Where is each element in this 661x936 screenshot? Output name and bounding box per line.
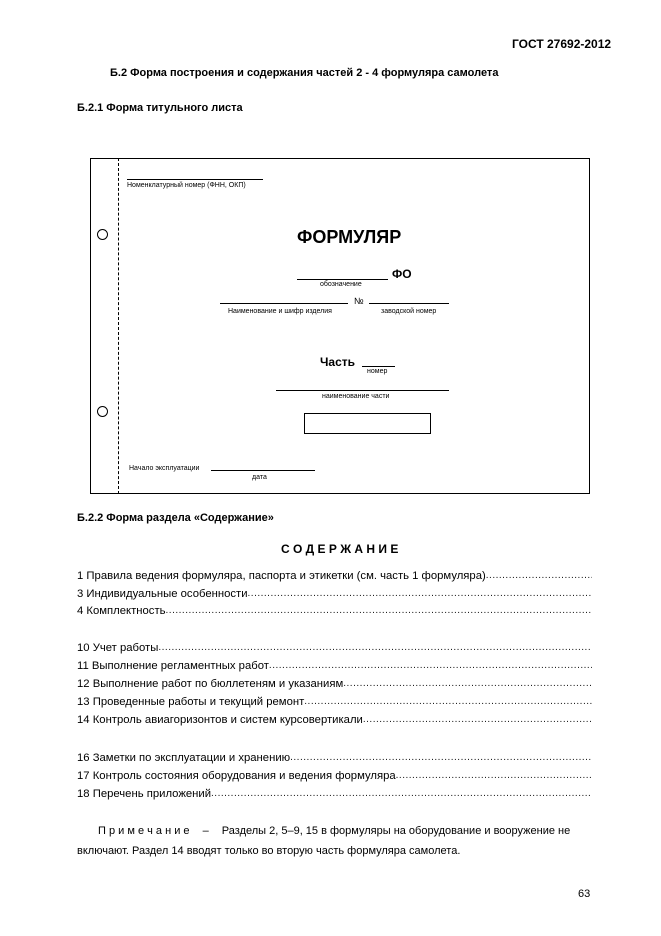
note-text-1: Разделы 2, 5–9, 15 в формуляры на оборудование и вооружение не bbox=[221, 825, 571, 837]
section-b21-heading: Б.2.1 Форма титульного листа bbox=[77, 102, 243, 114]
nomenclature-line bbox=[127, 179, 263, 180]
toc-item: 17 Контроль состояния оборудования и ведения формуляра ..... bbox=[77, 769, 592, 783]
binding-hole-top bbox=[97, 229, 108, 240]
toc-item: 16 Заметки по эксплуатации и хранению ..... bbox=[77, 751, 592, 765]
date-label: дата bbox=[252, 474, 267, 481]
product-name-label: Наименование и шифр изделия bbox=[228, 308, 332, 315]
toc-item: 4 Комплектность ..... bbox=[77, 604, 592, 618]
note-text-2: включают. Раздел 14 вводят только во вторую часть формуляра самолета. bbox=[77, 845, 461, 857]
part-label: Часть bbox=[320, 355, 356, 369]
standard-code: ГОСТ 27692-2012 bbox=[512, 37, 612, 51]
form-title: ФОРМУЛЯР bbox=[297, 227, 402, 247]
toc-item: 13 Проведенные работы и текущий ремонт ..... bbox=[77, 695, 592, 709]
toc-item: 1 Правила ведения формуляра, паспорта и этикетки (см. часть 1 формуляра) ..... bbox=[77, 569, 592, 583]
start-date-line bbox=[211, 470, 315, 471]
designation-label: обозначение bbox=[320, 281, 362, 288]
contents-heading: С О Д Е Р Ж А Н И Е bbox=[281, 542, 399, 556]
fo-label: ФО bbox=[392, 267, 412, 281]
title-page-form bbox=[90, 158, 590, 494]
toc-item: 18 Перечень приложений ..... bbox=[77, 787, 592, 801]
toc-item: 12 Выполнение работ по бюллетеням и указаниям ..... bbox=[77, 677, 592, 691]
toc-item: 14 Контроль авиагоризонтов и систем курсовертикали ..... bbox=[77, 713, 592, 727]
part-name-line bbox=[276, 390, 449, 391]
start-operation-label: Начало эксплуатации bbox=[129, 465, 200, 472]
toc-item: 10 Учет работы ..... bbox=[77, 641, 592, 655]
serial-line bbox=[369, 303, 449, 304]
designation-line bbox=[297, 279, 388, 280]
section-b2-heading: Б.2 Форма построения и содержания частей 2 - 4 формуляра самолета bbox=[110, 67, 499, 79]
serial-label: заводской номер bbox=[381, 308, 437, 315]
note-label: П р и м е ч а н и е bbox=[98, 825, 190, 837]
part-number-label: номер bbox=[367, 368, 388, 375]
nomenclature-label: Номенклатурный номер (ФНН, ОКП) bbox=[127, 182, 246, 189]
part-name-label: наименование части bbox=[322, 393, 390, 400]
note-dash: – bbox=[202, 825, 209, 837]
product-name-line bbox=[220, 303, 348, 304]
part-number-line bbox=[362, 366, 395, 367]
page-number: 63 bbox=[578, 888, 591, 900]
toc-item: 3 Индивидуальные особенности ..... bbox=[77, 587, 592, 601]
note-line-1 bbox=[98, 825, 570, 837]
binding-hole-bottom bbox=[97, 406, 108, 417]
number-sign: № bbox=[354, 296, 364, 306]
section-b22-heading: Б.2.2 Форма раздела «Содержание» bbox=[77, 512, 274, 524]
stamp-box bbox=[304, 413, 431, 434]
toc-item: 11 Выполнение регламентных работ ..... bbox=[77, 659, 592, 673]
binding-line bbox=[118, 158, 119, 494]
